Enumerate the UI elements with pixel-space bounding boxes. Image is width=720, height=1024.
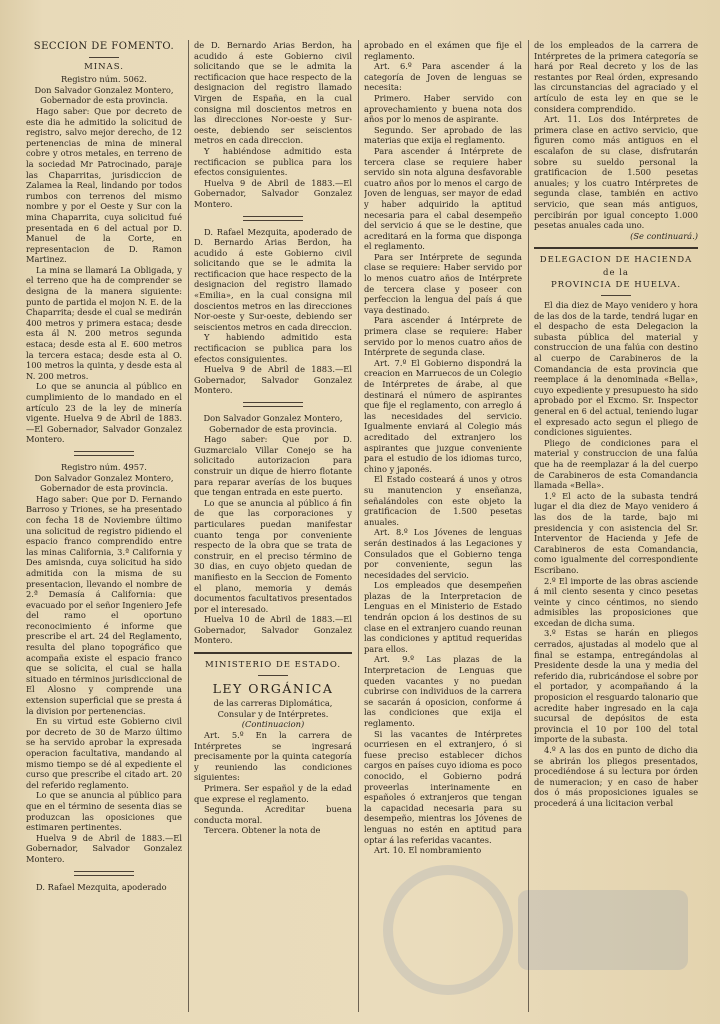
signature-line: Huelva 9 de Abril de 1883.—El Gobernador, Salvador Gonzalez Montero.: [26, 832, 182, 864]
article: Art. 7.º El Gobierno dispondrá la creacion en Marruecos de un Colegio de Intérpretes de árabe, al que destinará el número de aspirantes que fije el reglamento, con arreglo á las necesidades del servicio. Igualmente enviará al Colegio más acreditado del extranjero los aspirantes que juzgue conveniente para el estudio de los idiomas turco, chino y japonés.: [364, 357, 522, 474]
paragraph: La mina se llamará La Obligada, y el terreno que ha de comprender se designa de la manera siguiente: punto de partida el mojon N. E. de la Chaparrita; desde el cual se medirán 400 metros y primera estaca; desde esta ál N. 200 metros segunda estaca; desde esta al E. 600 metros la tercera estaca; desde esta al O. 100 metros la quinta, y desde esta al N. 200 metros.: [26, 264, 182, 381]
divider: [601, 295, 631, 296]
section-title: SECCION DE FOMENTO.: [33, 41, 175, 52]
paragraph: El dia diez de Mayo venidero y hora de las dos de la tarde, tendrá lugar en el despacho de esta Delegacion la subasta pública del material y construccion de una falúa con destino al cuerpo de Carabineros de la Comandancia de esta provincia que reemplace á la denominada «Bella», cuyo expediente y presupuesto ha sido aprobado por el Excmo. Sr. Inspector general en 6 del actual, teniendo lugar el expresado acto segun el pliego de condiciones siguientes.: [534, 300, 698, 438]
paragraph: En su virtud este Gobierno civil por decreto de 30 de Marzo último se ha servido aprobar la expresada operacion facultativa, mandando al mismo tiempo se dé al expediente el curso que prescribe el citado art. 20 del referido reglamento.: [26, 716, 182, 790]
column-rule: [528, 40, 529, 1012]
article: Art. 6.º Para ascender á la categoría de Joven de lenguas se necesita:: [364, 61, 522, 93]
paragraph: Lo que se anuncia al público á fin de que las corporaciones y particulares puedan manifestar cuanto tenga por conveniente respecto de la obra que se trata de construir, en el preciso término de 30 dias, en cuyo objeto quedan de manifiesto en la Seccion de Fomento el plano, memoria y demás documentos facultativos presentados por el interesado.: [194, 497, 352, 614]
paragraph: aprobado en el exámen que fije el reglamento.: [364, 40, 522, 61]
paragraph: El Estado costeará á unos y otros su manutencion y enseñanza, señalándoles con este objeto la gratificacion de 1.500 pesetas anuales.: [364, 474, 522, 527]
paragraph: Para ascender á Intérprete de tercera clase se requiere haber servido sin nota alguna desfavorable cuatro años por lo menos el cargo de Joven de lenguas, ser mayor de edad y haber adquirido la aptitud necesaria para el cabal desempeño del servicio á que se le destine, que acreditará en la forma que disponga el reglamento.: [364, 145, 522, 252]
paragraph: Y habiéndose admitido esta rectificacion se publica para los efectos consiguientes.: [194, 145, 352, 178]
divider: [258, 675, 288, 676]
column-2: [194, 40, 352, 1014]
divider: [243, 216, 303, 221]
condition-item: 2.º El importe de las obras asciende á mil ciento sesenta y cinco pesetas veinte y cinco céntimos, no siendo admisibles las proposiciones que excedan de dicha suma.: [534, 575, 698, 628]
law-title: LEY ORGÁNICA: [212, 680, 334, 696]
paragraph: D. Rafael Mezquita, apoderado de D. Bernardo Arias Berdon, ha acudido á este Gobierno civil solicitando que se le admita la rectificacion que hace respecto de la designacion del registro llamado «Emilia», en la cual consigna mil doscientos metros en las direcciones Nor-oeste y Sur-oeste, debiendo ser seiscientos metros en cada direccion.: [194, 226, 352, 332]
paragraph: Lo que se anuncia al público para que en el término de sesenta dias se produzcan las oposiciones que estimaren pertinentes.: [26, 790, 182, 833]
article: Art. 5.º En la carrera de Intérpretes se ingresará precisamente por la quinta categoría y reuniendo las condiciones siguientes:: [194, 730, 352, 783]
column-rule: [188, 40, 189, 1012]
law-subtitle: de las carreras Diplomática, Consular y de Intérpretes.: [213, 698, 333, 719]
condition-item: 3.º Estas se harán en pliegos cerrados, ajustadas al modelo que al final se estampa, entregándolas al Presidente desde la una y media del referido dia, rubricándose el sobre por el portador, y acompañando á la proposicion el resguardo talonario que acredite haber ingresado en la caja sucursal de depósitos de esta provincia el 10 por 100 del total importe de la subasta.: [534, 628, 698, 745]
article: Art. 9.º Las plazas de la Interpretacion de Lenguas que queden vacantes y no puedan cubrirse con individuos de la carrera se sacarán á oposicion, conforme á las condiciones que exija el reglamento.: [364, 654, 522, 728]
paragraph: Y habiendo admitido esta rectificacion se publica para los efectos consiguientes.: [194, 332, 352, 364]
paragraph: Lo que se anuncia al público en cumplimiento de lo mandado en el artículo 23 de la ley de minería vigente. Huelva 9 de Abril de 1883.—El Gobernador, Salvador Gonzalez Montero.: [26, 381, 182, 445]
author-line: Don Salvador Gonzalez Montero, Gobernador de esta provincia.: [203, 413, 343, 434]
article: Art. 10. El nombramiento: [374, 845, 482, 856]
continuation-note: (Continuacion): [241, 719, 305, 730]
registry-heading: Registro núm. 4957.: [61, 461, 147, 472]
column-4: [534, 40, 698, 1014]
signature-line: Huelva 9 de Abril de 1883.—El Gobernador, Salvador Gonzalez Montero.: [194, 177, 352, 209]
divider: [74, 871, 134, 876]
divider: [74, 451, 134, 456]
column-rule: [358, 40, 359, 1012]
paragraph: Tercera. Obtener la nota de: [204, 825, 321, 836]
column-3: [364, 40, 522, 1014]
condition-item: 1.º El acto de la subasta tendrá lugar el dia diez de Mayo venidero á las dos de la tarde, bajo mi presidencia y con asistencia del Sr. Interventor de Hacienda y Jefe de Carabineros de esta Comandancia, como igualmente del correspondiente Escribano.: [534, 490, 698, 575]
section-rule: [534, 247, 698, 249]
signature-line: Huelva 9 de Abril de 1883.—El Gobernador, Salvador Gonzalez Montero.: [194, 364, 352, 396]
paragraph: Segundo. Ser aprobado de las materias que exija el reglamento.: [364, 124, 522, 146]
ministry-title: MINISTERIO DE ESTADO.: [204, 660, 342, 671]
paragraph: Hago saber: Que por D. Fernando Barroso y Triones, se ha presentado con fecha 18 de Noviembre último una solicitud de registro pidiendo el espacio franco comprendido entre las minas California, 3.ª California y Des amisnda, cuya solicitud ha sido admitida con la misma de su presentacion, llevando el nombre de 2.ª Demasía á California: que evacuado por el señor Ingeniero Jefe del ramo el oportuno reconocimiento é informe que prescribe el art. 24 del Reglamento, resulta del plano topográfico que acompaña existe el espacio franco que se solicita, el cual se halla situado en términos jurisdiccional de El Alosno y comprende una extension superficial que se presta á la division por pertenencias.: [26, 493, 182, 716]
paragraph: D. Rafael Mezquita, apoderado: [36, 881, 167, 892]
registry-heading: Registro núm. 5062.: [61, 74, 147, 85]
article: Art. 11. Los dos Intérpretes de primera clase en activo servicio, que figuren como más antiguos en el escalafon de su clase, disfrutarán sobre su sueldo personal la gratificacion de 1.500 pesetas anuales; y los cuatro Intérpretes de segunda clase, también en activo servicio, que sean más antiguos, percibirán por igual concepto 1.000 pesetas anuales cada uno.: [534, 114, 698, 231]
paragraph: Para ascender á Intérprete de primera clase se requiere: Haber servido por lo menos cuatro años de Intérprete de segunda clase.: [364, 315, 522, 358]
delegation-province: PROVINCIA DE HUELVA.: [550, 280, 682, 291]
signature-line: Huelva 10 de Abril de 1883.—El Gobernador, Salvador Gonzalez Montero.: [194, 614, 352, 646]
section-rule: [194, 652, 352, 654]
column-1: [26, 40, 182, 1014]
delegation-title: DELEGACION DE HACIENDA: [539, 255, 693, 266]
delegation-subtitle: de la: [603, 267, 629, 278]
paragraph: Si las vacantes de Intérpretes ocurriesen en el extranjero, ó si fuese preciso establecer dichos cargos en países cuyo idioma es poco conocido, el Gobierno podrá proveerlas interinamente en españoles ó extranjeros que tengan la capacidad necesaria para su desempeño, mientras los Jóvenes de lenguas no estén en aptitud para optar á las referidas vacantes.: [364, 728, 522, 845]
author-line: Don Salvador Gonzalez Montero, Gobernador de esta provincia.: [34, 472, 174, 494]
paragraph: de los empleados de la carrera de Intérpretes de la primera categoría se hará por Real decreto y los de las restantes por Real órden, expresando las circunstancias del agraciado y el artículo de esta ley en que se le considera comprendido.: [534, 40, 698, 114]
article: Art. 8.º Los Jóvenes de lenguas serán destinados á las Legaciones y Consulados que el Gobierno tenga por conveniente, segun las necesidades del servicio.: [364, 527, 522, 580]
divider: [89, 57, 119, 58]
author-line: Don Salvador Gonzalez Montero, Gobernador de esta provincia.: [34, 84, 174, 106]
paragraph: Los empleados que desempeñen plazas de la Interpretacion de Lenguas en el Ministerio de Estado tendrán opcion á los destinos de su clase en el extranjero cuando reunan las condiciones y aptitud requeridas para ellos.: [364, 580, 522, 654]
paragraph: Para ser Intérprete de segunda clase se requiere: Haber servido por lo menos cuatro años de Intérprete de tercera clase y poseer con perfeccion la lengua del país á que vaya destinado.: [364, 251, 522, 315]
paragraph: Primera. Ser español y de la edad que exprese el reglamento.: [194, 783, 352, 804]
subsection-title: MINAS.: [84, 61, 124, 72]
paragraph: Segunda. Acreditar buena conducta moral.: [194, 804, 352, 825]
paragraph: Hago saber: Que por D. Guzmarcialo Villar Conejo se ha solicitado autorizacion para construir un dique de hierro flotante para reparar averías de los buques que tengan entrada en este puerto.: [194, 434, 352, 498]
continuation-note: (Se continuará.): [630, 230, 698, 241]
condition-item: 4.º A las dos en punto de dicho dia se abrirán los pliegos presentados, procediéndose á su lectura por órden de numeracion; y en caso de haber dos ó más proposiciones iguales se procederá á una licitacion verbal: [534, 745, 698, 808]
paragraph: Hago saber: Que por decreto de este dia he admitido la solicitud de registro, salvo mejor derecho, de 12 pertenencias de mina de mineral cobre y otros metales, en terreno de la sociedad Mr Patrocinado, paraje las Chaparritas, jurisdiccion de Zalamea la Real, lindando por todos rumbos con terrenos del mismo nombre y por el Oeste y Sur con la mina Chaparrita, cuya solicitud fué presentada en 6 del actual por D. Manuel de la Corte, en representacion de D. Ramon Martinez.: [26, 105, 182, 265]
paragraph: Pliego de condiciones para el material y construccion de una falúa que ha de reemplazar á la del cuerpo de Carabineros de esta Comandancia llamada «Bella».: [534, 437, 698, 491]
divider: [243, 402, 303, 407]
paragraph: de D. Bernardo Arias Berdon, ha acudido á este Gobierno civil solicitando que se le admita la rectificacion que hace respecto de la designacion del registro llamado Virgen de España, en la cual consigna mil doscientos metros en las direcciones Nor-oeste y Sur-oeste, debiendo ser seiscientos metros en cada direccion.: [194, 40, 352, 146]
paragraph: Primero. Haber servido con aprovechamiento y buena nota dos años por lo menos de aspirante.: [364, 92, 522, 125]
